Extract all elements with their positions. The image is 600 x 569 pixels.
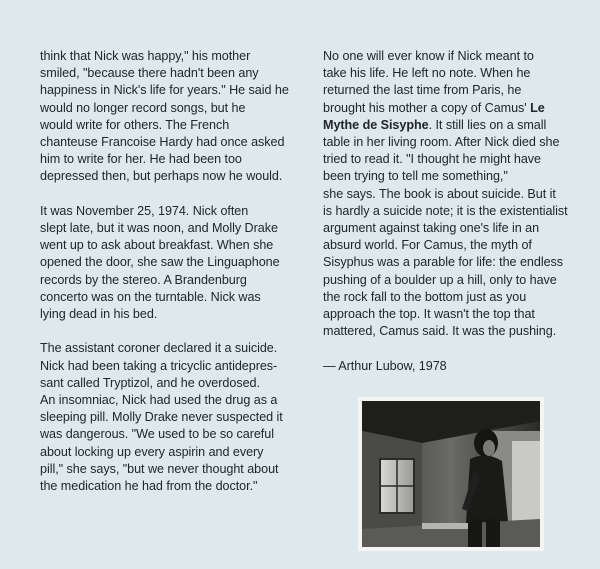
book-title-part: Le	[530, 100, 545, 115]
text-run: brought his mother a copy of Camus'	[323, 100, 531, 115]
text-line: No one will ever know if Nick meant to	[323, 49, 534, 63]
text-line: think that Nick was happy," his mother	[40, 49, 251, 63]
text-line: Nick had been taking a tricyclic antidepres-	[40, 358, 278, 373]
text-line: would write for others. The French	[40, 117, 230, 132]
text-line: returned the last time from Paris, he	[323, 83, 522, 98]
text-line: pill," she says, "but we never thought about	[40, 461, 279, 476]
text-line: concerto was on the turntable. Nick was	[40, 289, 261, 304]
text-run: . It still lies on a small	[428, 117, 547, 132]
text-line: table in her living room. After Nick died she	[323, 135, 560, 150]
text-line: smiled, "because there hadn't been any	[40, 66, 259, 81]
text-line: was dangerous. "We used to be so careful	[40, 427, 274, 442]
text-line: the medication he had from the doctor."	[40, 479, 258, 494]
text-line: tried to read it. "I thought he might have	[323, 152, 541, 167]
text-line: is hardly a suicide note; it is the existentialist	[323, 203, 568, 218]
text-line: would no longer record songs, but he	[40, 100, 246, 115]
text-line: take his life. He left no note. When he	[323, 66, 531, 81]
left-column	[40, 48, 302, 512]
text-line: went up to ask about breakfast. When she	[40, 238, 274, 253]
text-line: absurd world. For Camus, the myth of	[323, 238, 532, 253]
text-line: Sisyphus was a parable for life: the endless	[323, 255, 564, 270]
text-line: The assistant coroner declared it a suicide.	[40, 341, 278, 356]
text-line: been trying to tell me something,"	[323, 169, 508, 184]
text-line: happiness in Nick's life for years." He said he	[40, 83, 289, 98]
text-line: him to write for her. He had been too	[40, 152, 242, 167]
text-line: argument against taking one's life in an	[323, 221, 540, 236]
author-credit: — Arthur Lubow, 1978	[323, 358, 447, 373]
text-line: depressed then, but perhaps now he would.	[40, 169, 283, 184]
text-line	[323, 117, 581, 134]
photograph	[358, 397, 544, 551]
text-line: opened the door, she saw the Linguaphone	[40, 255, 280, 270]
paragraph	[323, 48, 581, 340]
text-line: the rock fall to the bottom just as you	[323, 289, 527, 304]
text-line: pushing of a boulder up a hill, only to have	[323, 272, 557, 287]
text-line: she says. The book is about suicide. But it	[323, 186, 556, 201]
paragraph	[40, 48, 302, 186]
text-line: lying dead in his bed.	[40, 307, 158, 322]
right-column	[323, 48, 581, 392]
text-line: sant called Tryptizol, and he overdosed.	[40, 375, 260, 390]
paragraph	[40, 203, 302, 323]
text-line: records by the stereo. A Brandenburg	[40, 272, 247, 287]
text-line: An insomniac, Nick had used the drug as a	[40, 393, 278, 408]
text-line: slept late, but it was noon, and Molly Drake	[40, 221, 278, 236]
paragraph	[40, 340, 302, 495]
text-line: mattered, Camus said. It was the pushing.	[323, 324, 557, 339]
text-line: chanteuse Francoise Hardy had once asked	[40, 135, 285, 150]
photo-illustration	[362, 401, 540, 547]
text-line	[323, 100, 581, 117]
text-line: It was November 25, 1974. Nick often	[40, 203, 249, 218]
book-title-part: Mythe de Sisyphe	[323, 117, 429, 132]
text-line: approach the top. It wasn't the top that	[323, 307, 535, 322]
text-line: sleeping pill. Molly Drake never suspected it	[40, 410, 283, 425]
text-line: about locking up every aspirin and every	[40, 444, 264, 459]
